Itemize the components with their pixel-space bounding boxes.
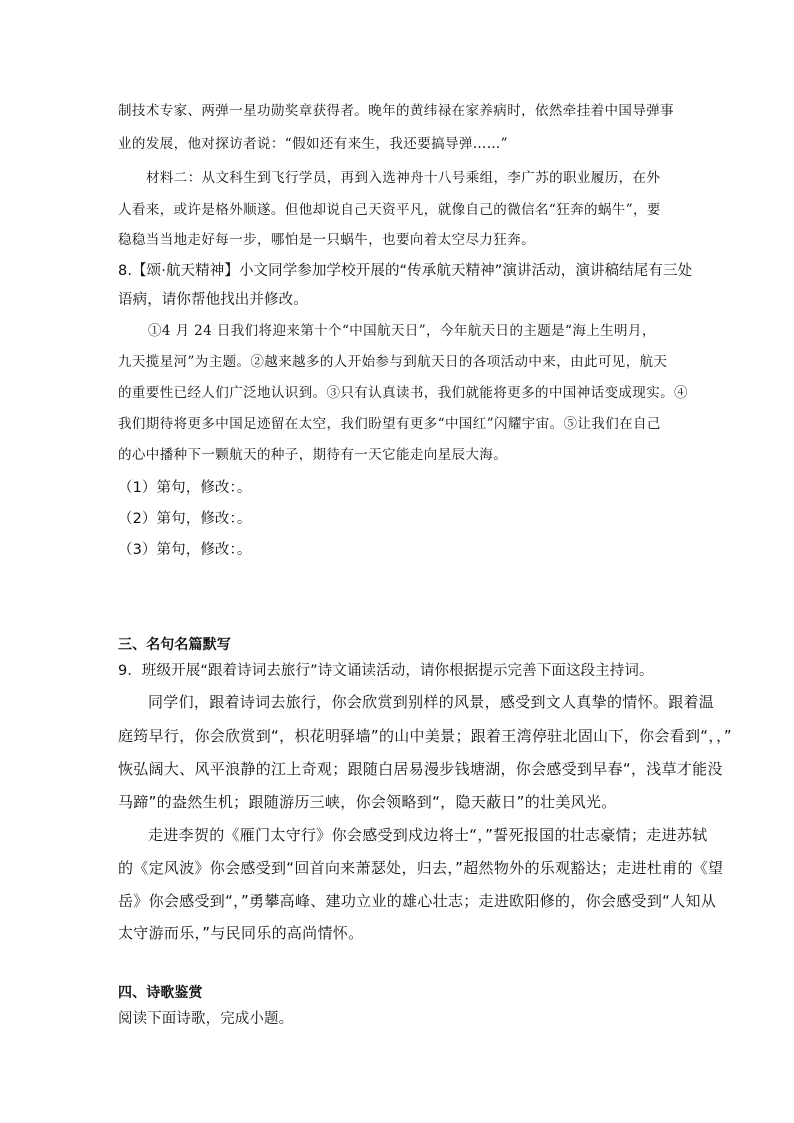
section-4-intro: 阅读下面诗歌，完成小题。 <box>118 1011 294 1027</box>
section-3-heading: 三、名句名篇默写 <box>118 637 231 653</box>
host-para-2-line-3: 岳》你会感受到“，”勇攀高峰、建功立业的雄心壮志；走进欧阳修的，你会感受到“人知从 <box>118 892 717 910</box>
material-two-line-3: 稳稳当当地走好每一步，哪怕是一只蜗牛，也要向着太空尽力狂奔。 <box>118 232 535 248</box>
question-8-stem-line-2: 语病，请你帮他找出并修改。 <box>118 292 308 308</box>
answer-line-1: （1）第句，修改：。 <box>118 480 252 496</box>
host-para-1-line-2: 庭筠早行，你会欣赏到“，枳花明驿墙”的山中美景；跟着王湾停驻北固山下，你会看到“，，” <box>118 727 732 745</box>
question-9-stem: 9．班级开展“跟着诗词去旅行”诗文诵读活动，请你根据提示完善下面这段主持词。 <box>118 663 654 679</box>
answer-line-2: （2）第句，修改：。 <box>118 511 252 527</box>
material-two-line-2: 人看来，或许是格外顺遂。但他却说自己天资平凡，就像自己的微信名“狂奔的蜗牛”，要 <box>118 202 661 218</box>
host-para-2-line-1: 走进李贺的《雁门太守行》你会感受到戍边将士“，”誓死报国的壮志豪情；走进苏轼 <box>148 826 708 844</box>
speech-line-5: 的心中播种下一颗航天的种子，期待有一天它能走向星辰大海。 <box>118 447 508 463</box>
material-two-line-1: 材料二：从文科生到飞行学员，再到入选神舟十八号乘组，李广苏的职业履历，在外 <box>146 170 661 186</box>
speech-line-3: 的重要性已经人们广泛地认识到。③只有认真读书，我们就能将更多的中国神话变成现实。④ <box>118 385 688 401</box>
host-para-1-line-1: 同学们，跟着诗词去旅行，你会欣赏到别样的风景，感受到文人真挚的情怀。跟着温 <box>148 693 715 711</box>
material-continued-line-2: 业的发展，他对探访者说：“假如还有来生，我还要搞导弹……” <box>118 136 508 152</box>
material-continued-line-1: 制技术专家、两弹一星功勋奖章获得者。晚年的黄纬禄在家养病时，依然牵挂着中国导弹事 <box>118 103 674 119</box>
host-para-2-line-4: 太守游而乐，”与民同乐的高尚情怀。 <box>118 924 364 942</box>
host-para-1-line-3: 恢弘阔大、风平浪静的江上奇观；跟随白居易漫步钱塘湖，你会感受到早春“，浅草才能没 <box>118 760 723 778</box>
speech-line-2: 九天揽星河”为主题。②越来越多的人开始参与到航天日的各项活动中来，由此可见，航天 <box>118 354 668 370</box>
section-4-heading: 四、诗歌鉴赏 <box>118 985 203 1001</box>
host-para-1-line-4: 马蹄”的盎然生机；跟随游历三峡，你会领略到“，隐天蔽日”的壮美风光。 <box>118 793 617 811</box>
question-8-stem-line-1: 8.【颂·航天精神】小文同学参加学校开展的“传承航天精神”演讲活动，演讲稿结尾有三处 <box>118 263 693 279</box>
speech-line-1: ①4 月 24 日我们将迎来第十个“中国航天日”，今年航天日的主题是“海上生明月， <box>148 323 656 339</box>
speech-line-4: 我们期待将更多中国足迹留在太空，我们盼望有更多“中国红”闪耀宇宙。⑤让我们在自己 <box>118 416 661 432</box>
answer-line-3: （3）第句，修改：。 <box>118 542 252 558</box>
host-para-2-line-2: 的《定风波》你会感受到“回首向来萧瑟处，归去，”超然物外的乐观豁达；走进杜甫的《望 <box>118 859 724 877</box>
